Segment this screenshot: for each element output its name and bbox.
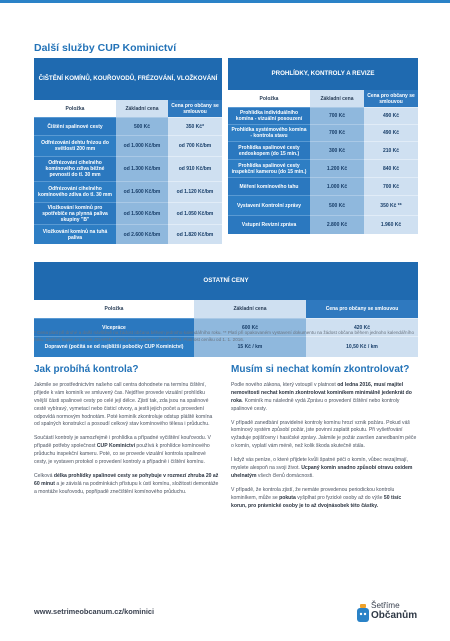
table-row [228, 124, 418, 141]
row-citizen-price: od 910 Kč/bm [168, 156, 222, 181]
page-title: Další služby CUP Kominictví [34, 42, 177, 54]
table-row [34, 156, 222, 181]
row-item: Odfrézování cihelného komínového zdiva běžné pevnosti do tl. 30 mm [34, 156, 116, 181]
row-citizen-price: od 1.050 Kč/bm [168, 202, 222, 224]
paragraph: Jakmile se prostřednictvím našeho call centra dohodnete na termínu čištění, přijede k vám kominík ve smluvený čas. Nejdříve provede vizuální prohlídku vnější části spalinové cesty po celé její délce. Zjistí tak, zda jsou na spalinové cestě vybíravý, vymetací nebo čisticí otvory, a jestli jejich počet a provedení odpovídá normovým hodnotám. Poté kominík zkontroluje odstup pláště komína od spalných konstrukcí a posoudí celkový stav komínového tělesa i průduchu. [34, 382, 213, 428]
table-row [34, 135, 222, 156]
row-citizen-price: 1.960 Kč [364, 215, 418, 234]
paragraph [231, 457, 418, 481]
footer-website-link[interactable]: www.setrimeobcanum.cz/kominici [34, 607, 155, 616]
row-citizen-price: 210 Kč [364, 141, 418, 159]
row-citizen-price: 350 Kč ** [364, 195, 418, 215]
row-base-price: 700 Kč [310, 107, 364, 124]
column-header-item: Položka [34, 300, 194, 318]
row-base-price: od 1.300 Kč/bm [116, 156, 168, 181]
inspection-table-rows [228, 107, 418, 234]
column-header-base-price: Základní cena [116, 100, 168, 117]
row-base-price: od 1.000 Kč/bm [116, 135, 168, 156]
row-item: Vícepráce [34, 318, 194, 336]
table-row [34, 117, 222, 135]
text-run: . Kominík mu následně vydá Zprávu o provedení čištění nebo kontroly spalinové cesty. [231, 397, 400, 412]
paragraph: V případě zanedbání pravidelné kontroly komínu hrozí vznik požáru. Pokud váš komínový systém způsobí požár, jste povinni zaplatit pokutu. Při vyšetřování vyžaduje pojišťovny i hasičské zprávy. Jakmile je požár završen zanedbaním péče o komín, vyplatí vám méně, než kolik škoda skutečně stála. [231, 419, 417, 450]
table-row [228, 141, 418, 159]
row-item: Vstupní Revizní zpráva [228, 215, 310, 234]
row-citizen-price: 840 Kč [364, 159, 418, 177]
row-citizen-price: 490 Kč [364, 124, 418, 141]
table-row [34, 181, 222, 202]
cleaning-price-table [34, 58, 222, 244]
logo-text-line1: Šetříme [371, 601, 400, 610]
row-citizen-price: 350 Kč* [168, 117, 222, 135]
row-citizen-price: 10,50 Kč / km [306, 336, 418, 357]
row-base-price: 1.000 Kč [310, 177, 364, 195]
paragraph [231, 487, 418, 511]
table-row [34, 224, 222, 244]
row-item: Prohlídka systémového komína - kontrola stavu [228, 124, 310, 141]
text-run: vyšplhat pro fyzické osoby až do výše [295, 494, 384, 501]
row-base-price: 600 Kč [194, 318, 306, 336]
row-base-price: 300 Kč [310, 141, 364, 159]
row-citizen-price: od 1.120 Kč/bm [168, 181, 222, 202]
row-citizen-price: od 1.820 Kč/bm [168, 224, 222, 244]
column-header-citizen-price: Cena pro občany se smlouvou [364, 90, 418, 107]
inspection-obligation-heading: Musím si nechat komín zkontrolovat? [231, 364, 410, 375]
row-item: Čištění spalinové cesty [34, 117, 116, 135]
text-run-bold: pokuta [279, 494, 296, 501]
text-run-bold: 50 tisíc korun, pro právnické osoby je to až dvojnásobek této částky. [231, 494, 402, 509]
other-table-column-headers [34, 300, 418, 318]
cleaning-table-rows [34, 117, 222, 244]
row-citizen-price: od 700 Kč/bm [168, 135, 222, 156]
setrime-obcanum-logo [356, 600, 418, 628]
column-header-item: Položka [34, 100, 116, 117]
row-item: Prohlídka individuálního komína - vizuální posouzení [228, 107, 310, 124]
text-run: Celková [34, 472, 54, 479]
price-footnote: * Cena platí při druhé a další návštěvě na žádost občana během jednoho kalendářního roku. ** Platí při opakovaném vystavení dokumentu na žádost občana během jednoho kalendářního roku. Zaslání kopie 1x za rok ZDARMA. Ceny jsou uvedeny včetně DPH. Platnost ceníku od 1. 1. 2016. [34, 330, 415, 342]
table-row [228, 159, 418, 177]
paragraph [34, 473, 219, 497]
text-run: I když vás peníze, o které přijdete kvůli špatné péči o komín, vůbec nezajímají, myslete alespoň na svoji život. [231, 457, 408, 472]
inspection-process-text [34, 382, 219, 503]
row-base-price: 15 Kč / km [194, 336, 306, 357]
inspection-table-heading: PROHLÍDKY, KONTROLY A REVIZE [228, 58, 418, 90]
row-item: Měření komínového tahu [228, 177, 310, 195]
table-row [34, 202, 222, 224]
row-item: Vystavení Kontrolní zprávy [228, 195, 310, 215]
logo-pig-icon [356, 602, 370, 624]
column-header-citizen-price: Cena pro občany se smlouvou [168, 100, 222, 117]
row-item: Prohlídka spalinové cesty inspekční kamerou (do 15 min.) [228, 159, 310, 177]
row-item: Odfrézování dehtu frézou do světlosti 200 mm [34, 135, 116, 156]
table-row [228, 195, 418, 215]
text-run: používá k prohlídce komínového průduchu inspekční kameru. Poté, co se provede vizuální kontrola spalinové cesty, je vystaven protokol o provedení kontroly a případně i čištění komínu. [34, 443, 210, 466]
row-base-price: od 1.500 Kč/bm [116, 202, 168, 224]
text-run: V případě, že kontrola zjistí, že nemáte provedenou periodickou kontrolu kominíkem, může se [231, 486, 395, 501]
table-row [228, 215, 418, 234]
text-run-bold: Ucpaný komín snadno způsobí otravu oxidem uhelnatým [231, 465, 413, 479]
column-header-base-price: Základní cena [310, 90, 364, 107]
row-citizen-price: 420 Kč [306, 318, 418, 336]
row-base-price: 1.200 Kč [310, 159, 364, 177]
paragraph [231, 382, 418, 414]
other-table-heading: OSTATNÍ CENY [34, 262, 418, 300]
text-run-bold: CUP Kominictví [96, 443, 135, 450]
row-item: Odfrézování cihelného komínového zdiva do tl. 30 mm [34, 181, 116, 202]
row-base-price: od 2.600 Kč/bm [116, 224, 168, 244]
row-base-price: 700 Kč [310, 124, 364, 141]
inspection-table-column-headers [228, 90, 418, 107]
table-row [228, 107, 418, 124]
text-run: Součástí kontroly je samozřejmě i prohlídka a případné vyčištění kouřovodu. V případě potřeby společnost [34, 435, 211, 450]
inspection-process-heading: Jak probíhá kontrola? [34, 364, 139, 375]
row-item: Vložkování komínů pro spotřebiče na plynná paliva skupiny "B" [34, 202, 116, 224]
row-base-price: 2.800 Kč [310, 215, 364, 234]
paragraph [34, 435, 219, 467]
text-run-bold: od ledna 2016, musí majitel nemovitosti nechat komín zkontrolovat kominíkem minimálně jedenkrát do roka [231, 382, 412, 404]
row-item: Dopravné (počítá se od nejbližší pobočky CUP Kominictví) [34, 336, 194, 357]
row-base-price: 500 Kč [116, 117, 168, 135]
row-base-price: 500 Kč [310, 195, 364, 215]
cleaning-table-heading: ČIŠTĚNÍ KOMÍNŮ, KOUŘOVODŮ, FRÉZOVÁNÍ, VLOŽKOVÁNÍ [34, 58, 222, 100]
column-header-item: Položka [228, 90, 310, 107]
column-header-base-price: Základní cena [194, 300, 306, 318]
cleaning-table-column-headers [34, 100, 222, 117]
row-citizen-price: 490 Kč [364, 107, 418, 124]
row-item: Prohlídka spalinové cesty endoskopem (do 15 min.) [228, 141, 310, 159]
text-run: všech členů domácnosti. [256, 472, 314, 479]
inspection-obligation-text [231, 382, 418, 516]
text-run: a je závislá na podmínkách přístupu k ústí komínu, složitosti demontáže a montáže kouřovodu, popřípadě znečištění komínového průduchu. [34, 480, 219, 495]
table-row [228, 177, 418, 195]
text-run: Podle nového zákona, který vstoupil v platnost [231, 382, 338, 388]
logo-text-line2: Občanům [371, 610, 418, 621]
row-citizen-price: 700 Kč [364, 177, 418, 195]
column-header-citizen-price: Cena pro občany se smlouvou [306, 300, 418, 318]
text-run-bold: délka prohlídky spalinové cesty se pohybuje v rozmezí zhruba 20 až 60 minut [34, 472, 219, 487]
row-item: Vložkování komínů na tuhá paliva [34, 224, 116, 244]
top-accent-bar [0, 0, 450, 3]
inspection-price-table [228, 58, 418, 234]
row-base-price: od 1.600 Kč/bm [116, 181, 168, 202]
